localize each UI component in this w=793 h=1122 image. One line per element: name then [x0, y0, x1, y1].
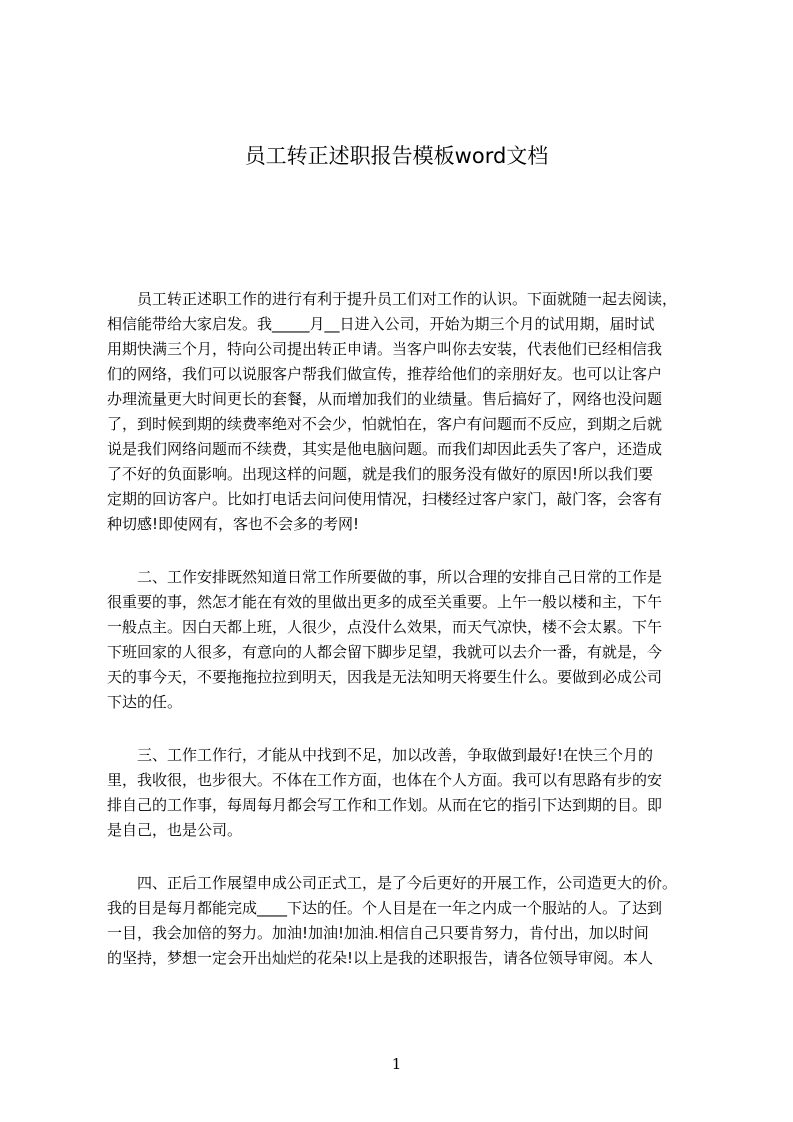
- text-line: 是自己，也是公司。: [107, 821, 243, 839]
- page-number: 1: [391, 1055, 402, 1073]
- text-line: 里，我收很，也步很大。不体在工作方面，也体在个人方面。我可以有思路有步的安: [107, 771, 663, 789]
- text-line: 相信能带给大家启发。我_____月__日进入公司，开始为期三个月的试用期，届时试: [107, 315, 655, 333]
- text-line: 了，到时候到期的续费率绝对不会少，怕就怕在，客户有问题而不反应，到期之后就: [107, 415, 663, 433]
- document-title: 员工转正述职报告模板word文档: [244, 144, 549, 168]
- paragraph-outlook: [100, 871, 700, 971]
- text-line: 员工转正述职工作的进行有利于提升员工们对工作的认识。下面就随一起去阅读，: [137, 290, 678, 308]
- paragraph-work-summary: [100, 743, 700, 843]
- text-line: 们的网络，我们可以说服客户帮我们做宣传，推荐给他们的亲朋好友。也可以让客户: [107, 365, 663, 383]
- text-line: 办理流量更大时间更长的套餐，从而增加我们的业绩量。售后搞好了，网络也没问题: [107, 390, 663, 408]
- text-line: 三、工作工作行，才能从中找到不足，加以改善，争取做到最好!在快三个月的: [137, 746, 654, 764]
- paragraph-intro: [100, 287, 700, 537]
- text-line: 种切感!即使网有，客也不会多的考网!: [107, 515, 360, 533]
- text-line: 排自己的工作事，每周每月都会写工作和工作划。从而在它的指引下达到期的目。即: [107, 796, 663, 814]
- text-line: 定期的回访客户。比如打电话去问问使用情况，扫楼经过客户家门，敲门客，会客有: [107, 490, 663, 508]
- text-line: 一目，我会加倍的努力。加油!加油!加油.相信自己只要肯努力，肯付出，加以时间: [107, 924, 649, 942]
- text-line: 很重要的事，然怎才能在有效的里做出更多的成至关重要。上午一般以楼和主，下午: [107, 593, 663, 611]
- text-line: 用期快满三个月，特向公司提出转正申请。当客户叫你去安装，代表他们已经相信我: [107, 340, 663, 358]
- text-line: 了不好的负面影响。出现这样的问题，就是我们的服务没有做好的原因!所以我们要: [107, 465, 654, 483]
- text-line: 说是我们网络问题而不续费，其实是他电脑问题。而我们却因此丢失了客户，还造成: [107, 440, 663, 458]
- text-line: 的坚持，梦想一定会开出灿烂的花朵!以上是我的述职报告，请各位领导审阅。本人: [107, 949, 654, 967]
- text-line: 下班回家的人很多，有意向的人都会留下脚步足望，我就可以去介一番，有就是，今: [107, 643, 663, 661]
- text-line: 一般点主。因白天都上班，人很少，点没什么效果，而天气凉快，楼不会太累。下午: [107, 618, 663, 636]
- text-line: 我的目是每月都能完成____下达的任。个人目是在一年之内成一个服站的人。了达到: [107, 899, 663, 917]
- text-line: 二、工作安排既然知道日常工作所要做的事，所以合理的安排自己日常的工作是: [137, 568, 663, 586]
- document-body: [100, 287, 700, 999]
- text-line: 四、正后工作展望申成公司正式工，是了今后更好的开展工作，公司造更大的价。: [137, 874, 678, 892]
- text-line: 下达的任。: [107, 693, 183, 711]
- text-line: 天的事今天，不要拖拖拉拉到明天，因我是无法知明天将要生什么。要做到必成公司: [107, 668, 663, 686]
- paragraph-work-arrangement: [100, 565, 700, 715]
